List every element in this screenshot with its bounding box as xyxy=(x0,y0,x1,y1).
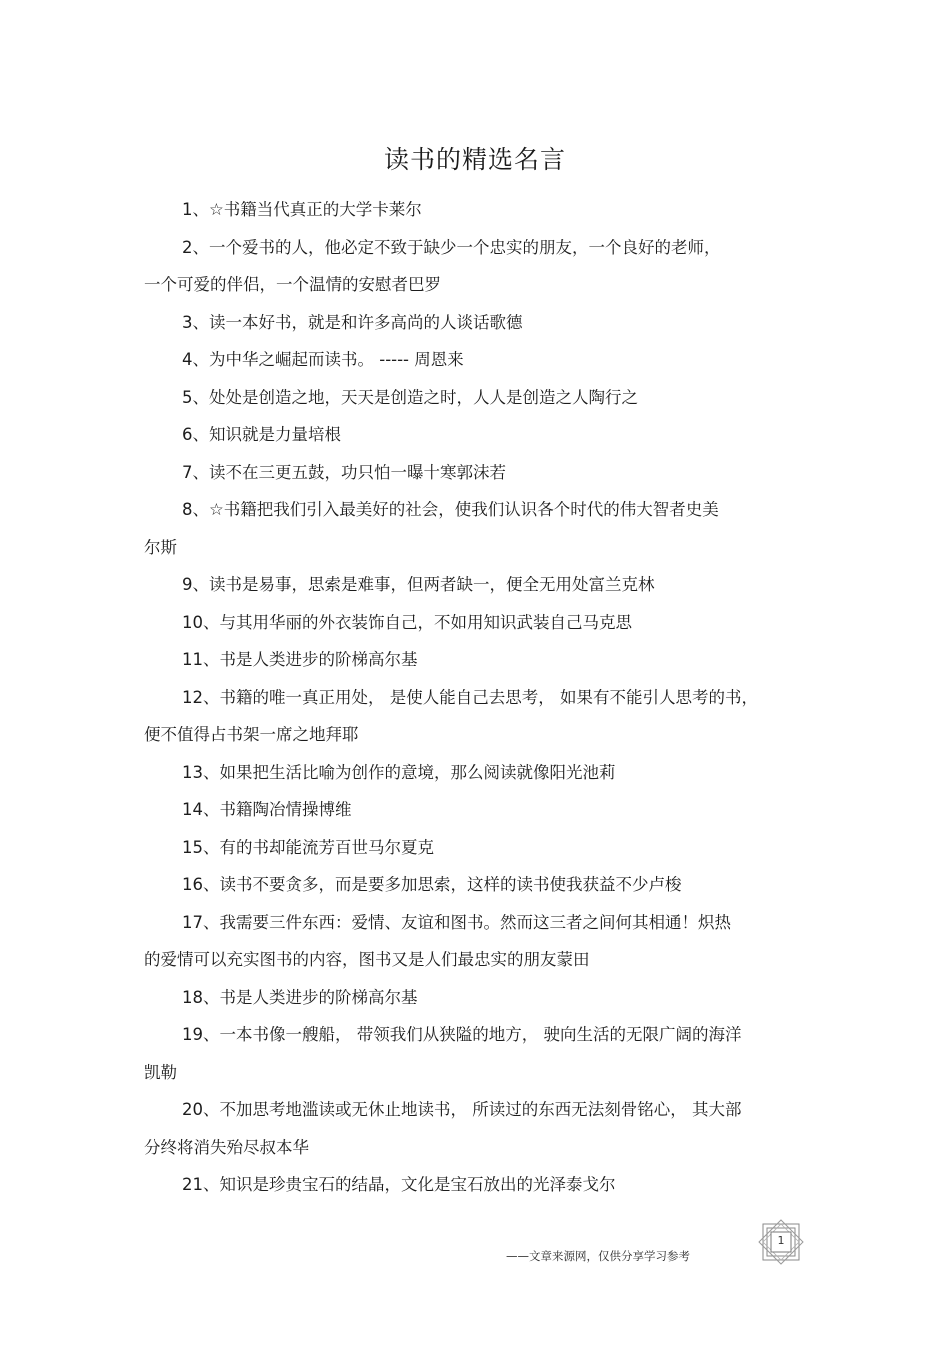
quote-line: 8、☆书籍把我们引入最美好的社会，使我们认识各个时代的伟大智者史美 xyxy=(182,500,719,519)
quote-line: 尔斯 xyxy=(144,537,177,557)
quote-item xyxy=(144,416,824,454)
quote-line: 的爱情可以充实图书的内容，图书又是人们最忠实的朋友蒙田 xyxy=(144,950,590,969)
quote-line: 2、一个爱书的人，他必定不致于缺少一个忠实的朋友，一个良好的老师， xyxy=(182,237,721,257)
quote-item xyxy=(144,379,824,417)
quote-line: 1、☆书籍当代真正的大学卡莱尔 xyxy=(182,200,422,219)
quote-line: 13、如果把生活比喻为创作的意境，那么阅读就像阳光池莉 xyxy=(182,762,616,782)
quote-line: 19、一本书像一艘船， 带领我们从狭隘的地方， 驶向生活的无限广阔的海洋 xyxy=(182,1025,742,1044)
quote-item xyxy=(144,604,824,642)
quote-item xyxy=(144,791,824,829)
quote-item xyxy=(144,1091,824,1166)
page-number-badge xyxy=(757,1219,805,1265)
quote-item xyxy=(144,904,824,979)
quote-item xyxy=(144,229,824,304)
quote-line: 16、读书不要贪多，而是要多加思索，这样的读书使我获益不少卢梭 xyxy=(182,875,682,894)
quote-item xyxy=(144,1166,824,1204)
quote-line: 3、读一本好书，就是和许多高尚的人谈话歌德 xyxy=(182,312,523,332)
quote-line: 15、有的书却能流芳百世马尔夏克 xyxy=(182,837,434,857)
quote-list xyxy=(144,191,824,1204)
quote-item xyxy=(144,491,824,566)
quote-item xyxy=(144,979,824,1017)
quote-line: 分终将消失殆尽叔本华 xyxy=(144,1137,309,1157)
quote-line: 5、处处是创造之地，天天是创造之时，人人是创造之人陶行之 xyxy=(182,387,638,407)
quote-item xyxy=(144,566,824,604)
quote-line: 10、与其用华丽的外衣装饰自己，不如用知识武装自己马克思 xyxy=(182,612,632,632)
quote-item xyxy=(144,341,824,379)
quote-item xyxy=(144,191,824,229)
quote-line: 14、书籍陶冶情操博维 xyxy=(182,800,352,819)
quote-line: 6、知识就是力量培根 xyxy=(182,425,341,444)
quote-line: 7、读不在三更五鼓，功只怕一曝十寒郭沫若 xyxy=(182,462,506,482)
quote-item xyxy=(144,754,824,792)
quote-line: 凯勒 xyxy=(144,1062,177,1082)
quote-line: 一个可爱的伴侣，一个温情的安慰者巴罗 xyxy=(144,275,441,294)
quote-line: 11、书是人类进步的阶梯高尔基 xyxy=(182,650,418,669)
quote-item xyxy=(144,1016,824,1091)
page-number: 1 xyxy=(777,1234,785,1247)
quote-line: 12、书籍的唯一真正用处， 是使人能自己去思考， 如果有不能引人思考的书， xyxy=(182,687,758,707)
quote-item xyxy=(144,304,824,342)
quote-line: 18、书是人类进步的阶梯高尔基 xyxy=(182,987,418,1007)
quote-line: 便不值得占书架一席之地拜耶 xyxy=(144,725,359,744)
quote-line: 17、我需要三件东西：爱情、友谊和图书。然而这三者之间何其相通！炽热 xyxy=(182,912,731,932)
quote-item xyxy=(144,679,824,754)
quote-line: 21、知识是珍贵宝石的结晶，文化是宝石放出的光泽泰戈尔 xyxy=(182,1175,616,1194)
quote-item xyxy=(144,454,824,492)
footer-note: ——文章来源网，仅供分享学习参考 xyxy=(506,1249,690,1263)
page-title: 读书的精选名言 xyxy=(383,145,566,174)
quote-item xyxy=(144,641,824,679)
quote-item xyxy=(144,829,824,867)
quote-item xyxy=(144,866,824,904)
quote-line: 20、不加思考地滥读或无休止地读书， 所读过的东西无法刻骨铭心， 其大部 xyxy=(182,1100,742,1119)
quote-line: 4、为中华之崛起而读书。 ----- 周恩来 xyxy=(182,350,464,369)
quote-line: 9、读书是易事，思索是难事，但两者缺一，便全无用处富兰克林 xyxy=(182,575,655,594)
